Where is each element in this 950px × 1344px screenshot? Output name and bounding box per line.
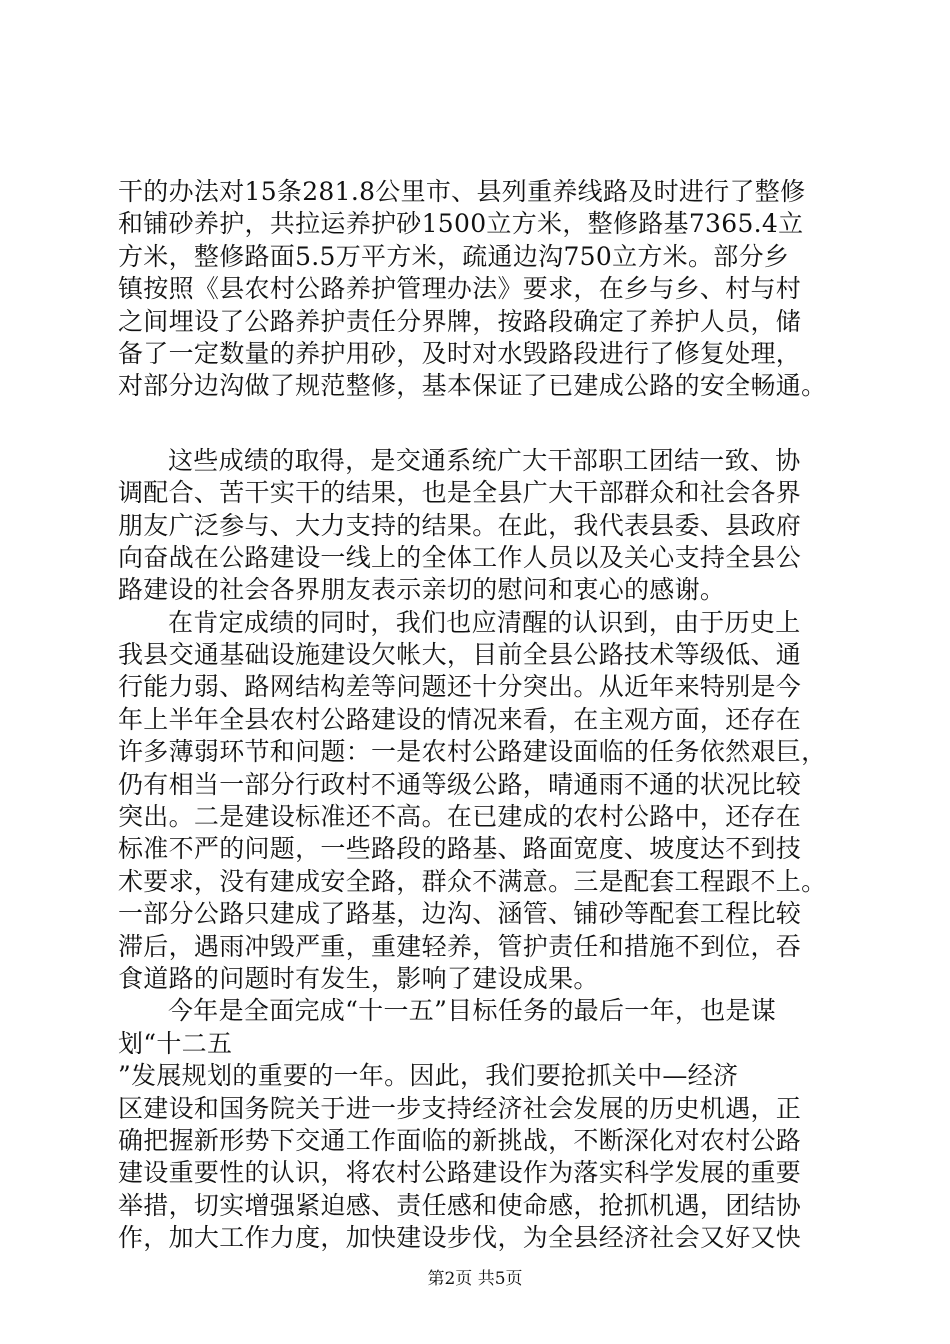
text-line: 朋友广泛参与、大力支持的结果。在此，我代表县委、县政府	[118, 510, 802, 540]
text-line: 突出。二是建设标准还不高。在已建成的农村公路中，还存在	[118, 802, 802, 832]
text-line: 确把握新形势下交通工作面临的新挑战，不断深化对农村公路	[118, 1125, 802, 1155]
text-line: 调配合、苦干实干的结果，也是全县广大干部群众和社会各界	[118, 478, 802, 508]
text-line: 镇按照《县农村公路养护管理办法》要求，在乡与乡、村与村	[118, 274, 802, 304]
text-line: 方米，整修路面5.5万平方米，疏通边沟750立方米。部分乡	[118, 241, 790, 271]
text-line: 向奋战在公路建设一线上的全体工作人员以及关心支持全县公	[118, 542, 802, 572]
text-line: 对部分边沟做了规范整修，基本保证了已建成公路的安全畅通。	[118, 371, 827, 401]
text-line: 滞后，遇雨冲毁严重，重建轻养，管护责任和措施不到位，吞	[118, 931, 802, 961]
text-line: 我县交通基础设施建设欠帐大，目前全县公路技术等级低、通	[118, 640, 802, 670]
text-line: 区建设和国务院关于进一步支持经济社会发展的历史机遇，正	[118, 1093, 802, 1123]
text-line: 在肯定成绩的同时，我们也应清醒的认识到，由于历史上	[168, 607, 801, 637]
page-number-footer: 第2页 共5页	[427, 1269, 523, 1289]
text-line: 今年是全面完成“十一五”目标任务的最后一年，也是谋	[168, 996, 777, 1026]
text-line: 建设重要性的认识，将农村公路建设作为落实科学发展的重要	[118, 1158, 802, 1188]
text-line: 作，加大工作力度，加快建设步伐，为全县经济社会又好又快	[118, 1223, 802, 1253]
paragraph-outlook	[118, 995, 838, 1254]
document-body	[118, 176, 838, 1255]
paragraph-spacer	[118, 403, 838, 445]
text-line: 标准不严的问题，一些路段的路基、路面宽度、坡度达不到技	[118, 834, 802, 864]
text-line: 行能力弱、路网结构差等问题还十分突出。从近年来特别是今	[118, 672, 802, 702]
text-line: 干的办法对15条281.8公里市、县列重养线路及时进行了整修	[118, 177, 806, 206]
text-line: 仍有相当一部分行政村不通等级公路，晴通雨不通的状况比较	[118, 769, 802, 799]
text-line: 之间埋设了公路养护责任分界牌，按路段确定了养护人员，储	[118, 306, 802, 336]
text-line: 年上半年全县农村公路建设的情况来看，在主观方面，还存在	[118, 704, 802, 734]
text-line: 许多薄弱环节和问题：一是农村公路建设面临的任务依然艰巨，	[118, 737, 827, 767]
text-line: 备了一定数量的养护用砂，及时对水毁路段进行了修复处理，	[118, 338, 802, 368]
text-line: ”发展规划的重要的一年。因此，我们要抢抓关中—经济	[118, 1061, 739, 1091]
text-line: 划“十二五	[118, 1028, 233, 1058]
text-line: 食道路的问题时有发生，影响了建设成果。	[118, 963, 599, 993]
paragraph-road-maintenance	[118, 176, 838, 403]
paragraph-problems	[118, 607, 838, 996]
text-line: 术要求，没有建成安全路，群众不满意。三是配套工程跟不上。	[118, 866, 827, 896]
text-line: 举措，切实增强紧迫感、责任感和使命感，抢抓机遇，团结协	[118, 1190, 802, 1220]
text-line: 这些成绩的取得，是交通系统广大干部职工团结一致、协	[168, 445, 801, 475]
text-line: 和铺砂养护，共拉运养护砂1500立方米，整修路基7365.4立	[118, 209, 804, 239]
paragraph-acknowledgement	[118, 445, 838, 607]
text-line: 一部分公路只建成了路基，边沟、涵管、铺砂等配套工程比较	[118, 899, 802, 929]
text-line: 路建设的社会各界朋友表示亲切的慰问和衷心的感谢。	[118, 575, 726, 605]
